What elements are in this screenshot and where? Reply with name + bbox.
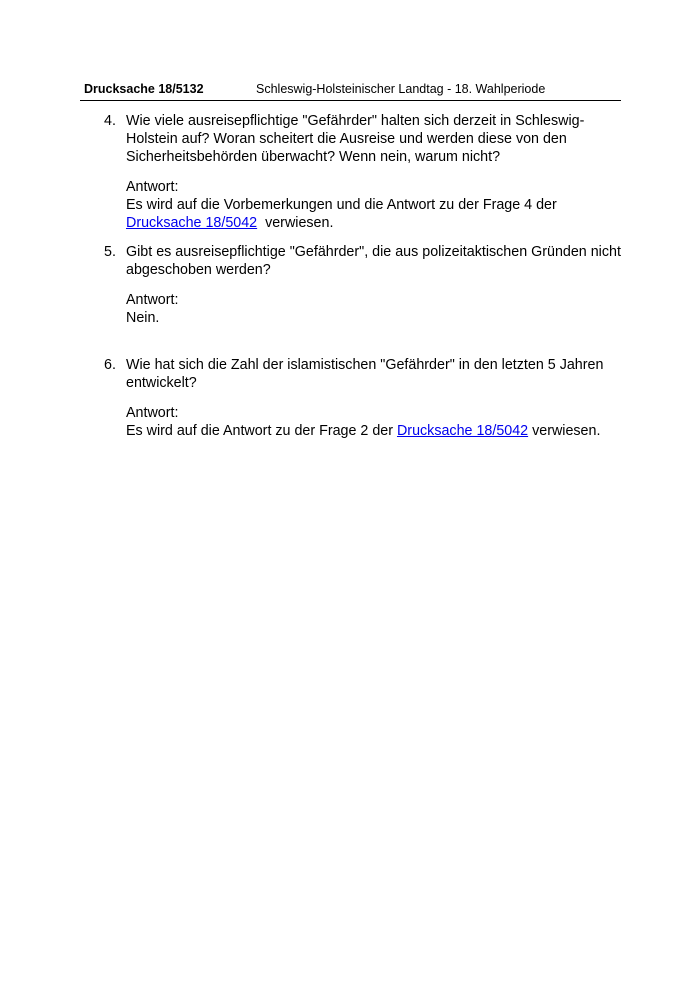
answer-text: Nein. xyxy=(126,309,160,326)
question-line: abgeschoben werden? xyxy=(126,261,271,278)
header-rule xyxy=(80,100,621,101)
answer-line xyxy=(126,215,626,233)
question-line: Wie viele ausreisepflichtige "Gefährder" halten sich derzeit in Schleswig- xyxy=(126,113,585,129)
question-number: 4. xyxy=(104,113,116,129)
drucksache-link[interactable]: Drucksache 18/5042 xyxy=(126,214,258,231)
answer-label: Antwort: xyxy=(126,405,179,421)
answer-suffix: verwiesen. xyxy=(528,422,601,439)
page-header xyxy=(84,81,620,99)
question-number: 5. xyxy=(104,244,116,260)
question-line: Sicherheitsbehörden überwacht? Wenn nein, warum nicht? xyxy=(126,148,501,165)
question-text xyxy=(126,244,626,280)
answer-line xyxy=(126,423,626,441)
answer-prefix: Es wird auf die Antwort zu der Frage 2 der xyxy=(126,422,397,439)
answer-block xyxy=(126,179,626,232)
answer-block xyxy=(126,292,626,328)
question-line: Holstein auf? Woran scheitert die Ausreise und werden diese von den xyxy=(126,130,567,147)
question-line: Gibt es ausreisepflichtige "Gefährder", die aus polizeitaktischen Gründen nicht xyxy=(126,244,621,260)
answer-label: Antwort: xyxy=(126,292,179,308)
question-line: Wie hat sich die Zahl der islamistischen "Gefährder" in den letzten 5 Jahren xyxy=(126,357,604,373)
question-line: entwickelt? xyxy=(126,374,197,391)
question-number: 6. xyxy=(104,357,116,373)
drucksache-link[interactable]: Drucksache 18/5042 xyxy=(396,422,529,439)
question-text xyxy=(126,357,626,393)
parliament-title: Schleswig-Holsteinischer Landtag - 18. Wahlperiode xyxy=(256,82,546,96)
answer-label: Antwort: xyxy=(126,179,179,195)
answer-text: Es wird auf die Vorbemerkungen und die Antwort zu der Frage 4 der xyxy=(126,196,557,213)
question-text xyxy=(126,113,626,166)
document-id: Drucksache 18/5132 xyxy=(84,82,204,96)
answer-suffix: verwiesen. xyxy=(257,214,334,231)
answer-block xyxy=(126,405,626,441)
